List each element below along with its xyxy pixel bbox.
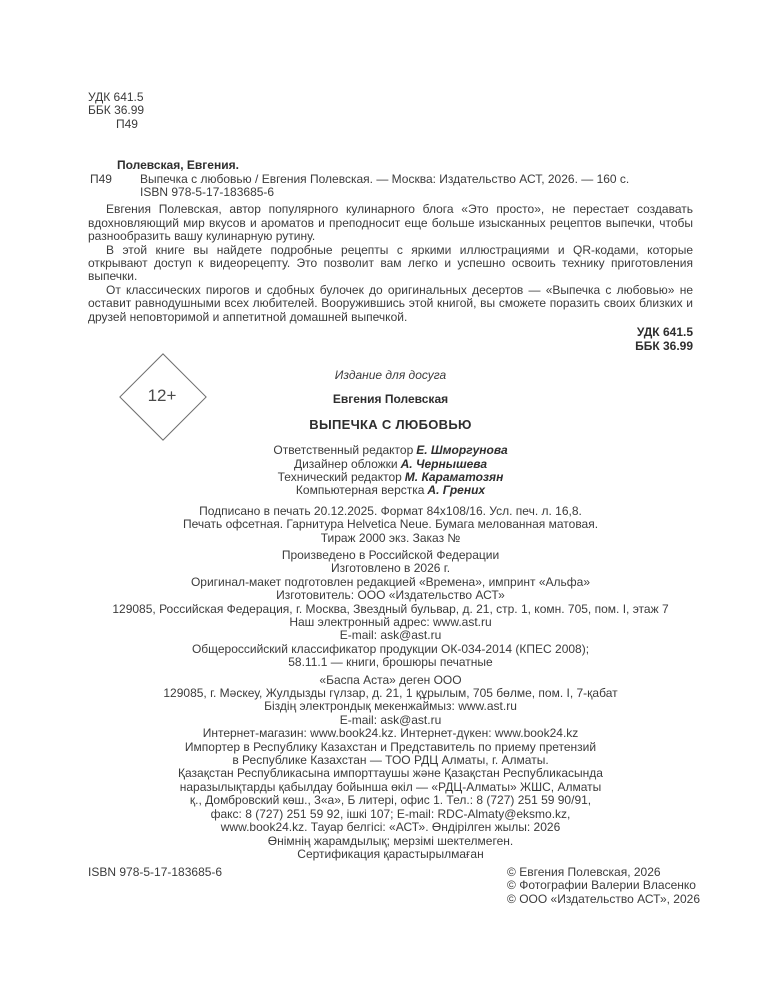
bib-entry [88,173,693,186]
credit-person: М. Караматозян [404,469,504,484]
edition-type-label: Издание для досуга [334,367,447,382]
udk-code-right: УДК 641.5 [636,325,693,340]
print-info-line: Подписано в печать 20.12.2025. Формат 84х108/16. Усл. печ. л. 16,8. [199,503,582,518]
classification-block [88,91,693,131]
production-line: наразылықтарды қабылдау бойынша өкіл — «РДЦ-Алматы» ЖШС, Алматы [179,779,602,794]
production-line: в Республике Казахстан — ТОО РДЦ Алматы, г. Алматы. [232,753,549,768]
age-rating-badge [119,353,205,439]
bib-isbn: ISBN 978-5-17-183685-6 [140,185,275,200]
production-line: Қазақстан Республикасына импорттаушы және Қазақстан Республикасында [178,766,603,781]
production-info-ru [88,549,693,670]
production-line: факс: 8 (727) 251 59 92, ішкі 107; E-mail: RDC-Almaty@eksmo.kz, [210,806,571,821]
bbk-code-right: ББК 36.99 [635,338,693,353]
credit-person: А. Грених [427,483,486,498]
copyright-block [507,866,700,906]
production-line: Өнімнің жарамдылық; мерзімі шектелмеген. [267,833,514,848]
credit-role: Дизайнер обложки [293,456,398,471]
production-line: Біздің электрондық мекенжаймыз: www.ast.ru [264,699,517,714]
bib-entry-text: Выпечка с любовью / Евгения Полевская. — Москва: Издательство АСТ, 2026. — 160 с. [140,171,630,186]
credit-line [88,484,693,497]
book-title: ВЫПЕЧКА С ЛЮБОВЬЮ [309,416,472,432]
production-line: Интернет-магазин: www.book24.kz. Интернет-дүкен: www.book24.kz [202,726,579,741]
production-line: 129085, г. Мәскеу, Жулдызды гүлзар, д. 21, 1 құрылым, 705 бөлме, пом. I, 7-қабат [163,686,618,701]
credit-person: Е. Шморгунова [416,443,508,458]
print-info-block [88,505,693,545]
bbk-code: ББК 36.99 [88,103,145,118]
production-line: қ., Домбровский көш., 3«а», Б литері, офис 1. Тел.: 8 (727) 251 59 90/91, [189,793,592,808]
annotation-paragraph-1: Евгения Полевская, автор популярного кулинарного блога «Это просто», не перестает создавать вдохновляющий мир вкусов и ароматов и преподносит еще больше изысканных рецептов выпечки, чтобы разнообразить вашу кулинарную рутину. [88,202,693,244]
credit-line [88,444,693,457]
catalog-code: П49 [116,116,138,131]
copyright-line: © ООО «Издательство АСТ», 2026 [507,891,700,906]
footer [88,866,700,906]
bib-catalog-code: П49 [90,171,112,186]
production-line: Изготовлено в 2026 г. [330,561,451,576]
production-line: E-mail: ask@ast.ru [339,628,442,643]
edition-author: Евгения Полевская [332,392,449,407]
annotation-paragraph-3: От классических пирогов и сдобных булочек до оригинальных десертов — «Выпечка с любовью» не оставит равнодушными всех любителей. Вооружившись этой книгой, вы сможете поразить своих близких и друзей неповторимой и аппетитной домашней выпечкой. [88,282,693,324]
production-line: Импортер в Республику Казахстан и Представитель по приему претензий [184,739,597,754]
credits-block [88,444,693,498]
credit-line [88,471,693,484]
age-rating-label: 12+ [147,386,177,406]
print-info-line: Печать офсетная. Гарнитура Helvetica Neue. Бумага мелованная матовая. [182,517,599,532]
production-line: Произведено в Российской Федерации [281,547,500,562]
footer-isbn: ISBN 978-5-17-183685-6 [88,865,223,879]
credit-role: Компьютерная верстка [295,483,425,498]
print-info-line: Тираж 2000 экз. Заказ № [320,530,461,545]
credit-line [88,458,693,471]
credit-role: Ответственный редактор [273,443,414,458]
bibliographic-record [88,159,693,199]
production-line: Наш электронный адрес: www.ast.ru [289,615,492,629]
annotation-paragraph-2: В этой книге вы найдете подробные рецепты с яркими иллюстрациями и QR-кодами, которые открывают доступ к видеорецепту. Это позволит вам легко и успешно освоить технику приготовления выпечки. [88,242,693,284]
annotation [88,203,693,324]
production-line: Изготовитель: ООО «Издательство АСТ» [276,588,505,603]
classification-right-block [88,326,693,353]
production-line: «Баспа Аста» деген ООО [319,672,462,687]
credit-person: А. Чернышева [400,456,488,471]
udk-code: УДК 641.5 [88,90,144,104]
production-line: Оригинал-макет подготовлен редакцией «Времена», импринт «Альфа» [190,574,591,589]
production-line: Общероссийский классификатор продукции ОК-034-2014 (КПЕС 2008); [191,641,590,656]
bib-author-heading: Полевская, Евгения. [117,158,239,173]
production-info-kz [88,674,693,862]
production-line: Сертификация қарастырылмаған [297,846,484,861]
copyright-line: © Фотографии Валерии Власенко [507,878,696,893]
production-line: E-mail: ask@ast.ru [339,712,442,727]
production-line: 129085, Российская Федерация, г. Москва, Звездный бульвар, д. 21, стр. 1, комн. 705, пом. I, этаж 7 [112,601,669,616]
copyright-line: © Евгения Полевская, 2026 [507,865,661,879]
credit-role: Технический редактор [277,469,402,484]
production-line: www.book24.kz. Тауар белгісі: «АСТ». Өндірілген жылы: 2026 [220,820,561,835]
production-line: 58.11.1 — книги, брошюры печатные [288,655,493,670]
